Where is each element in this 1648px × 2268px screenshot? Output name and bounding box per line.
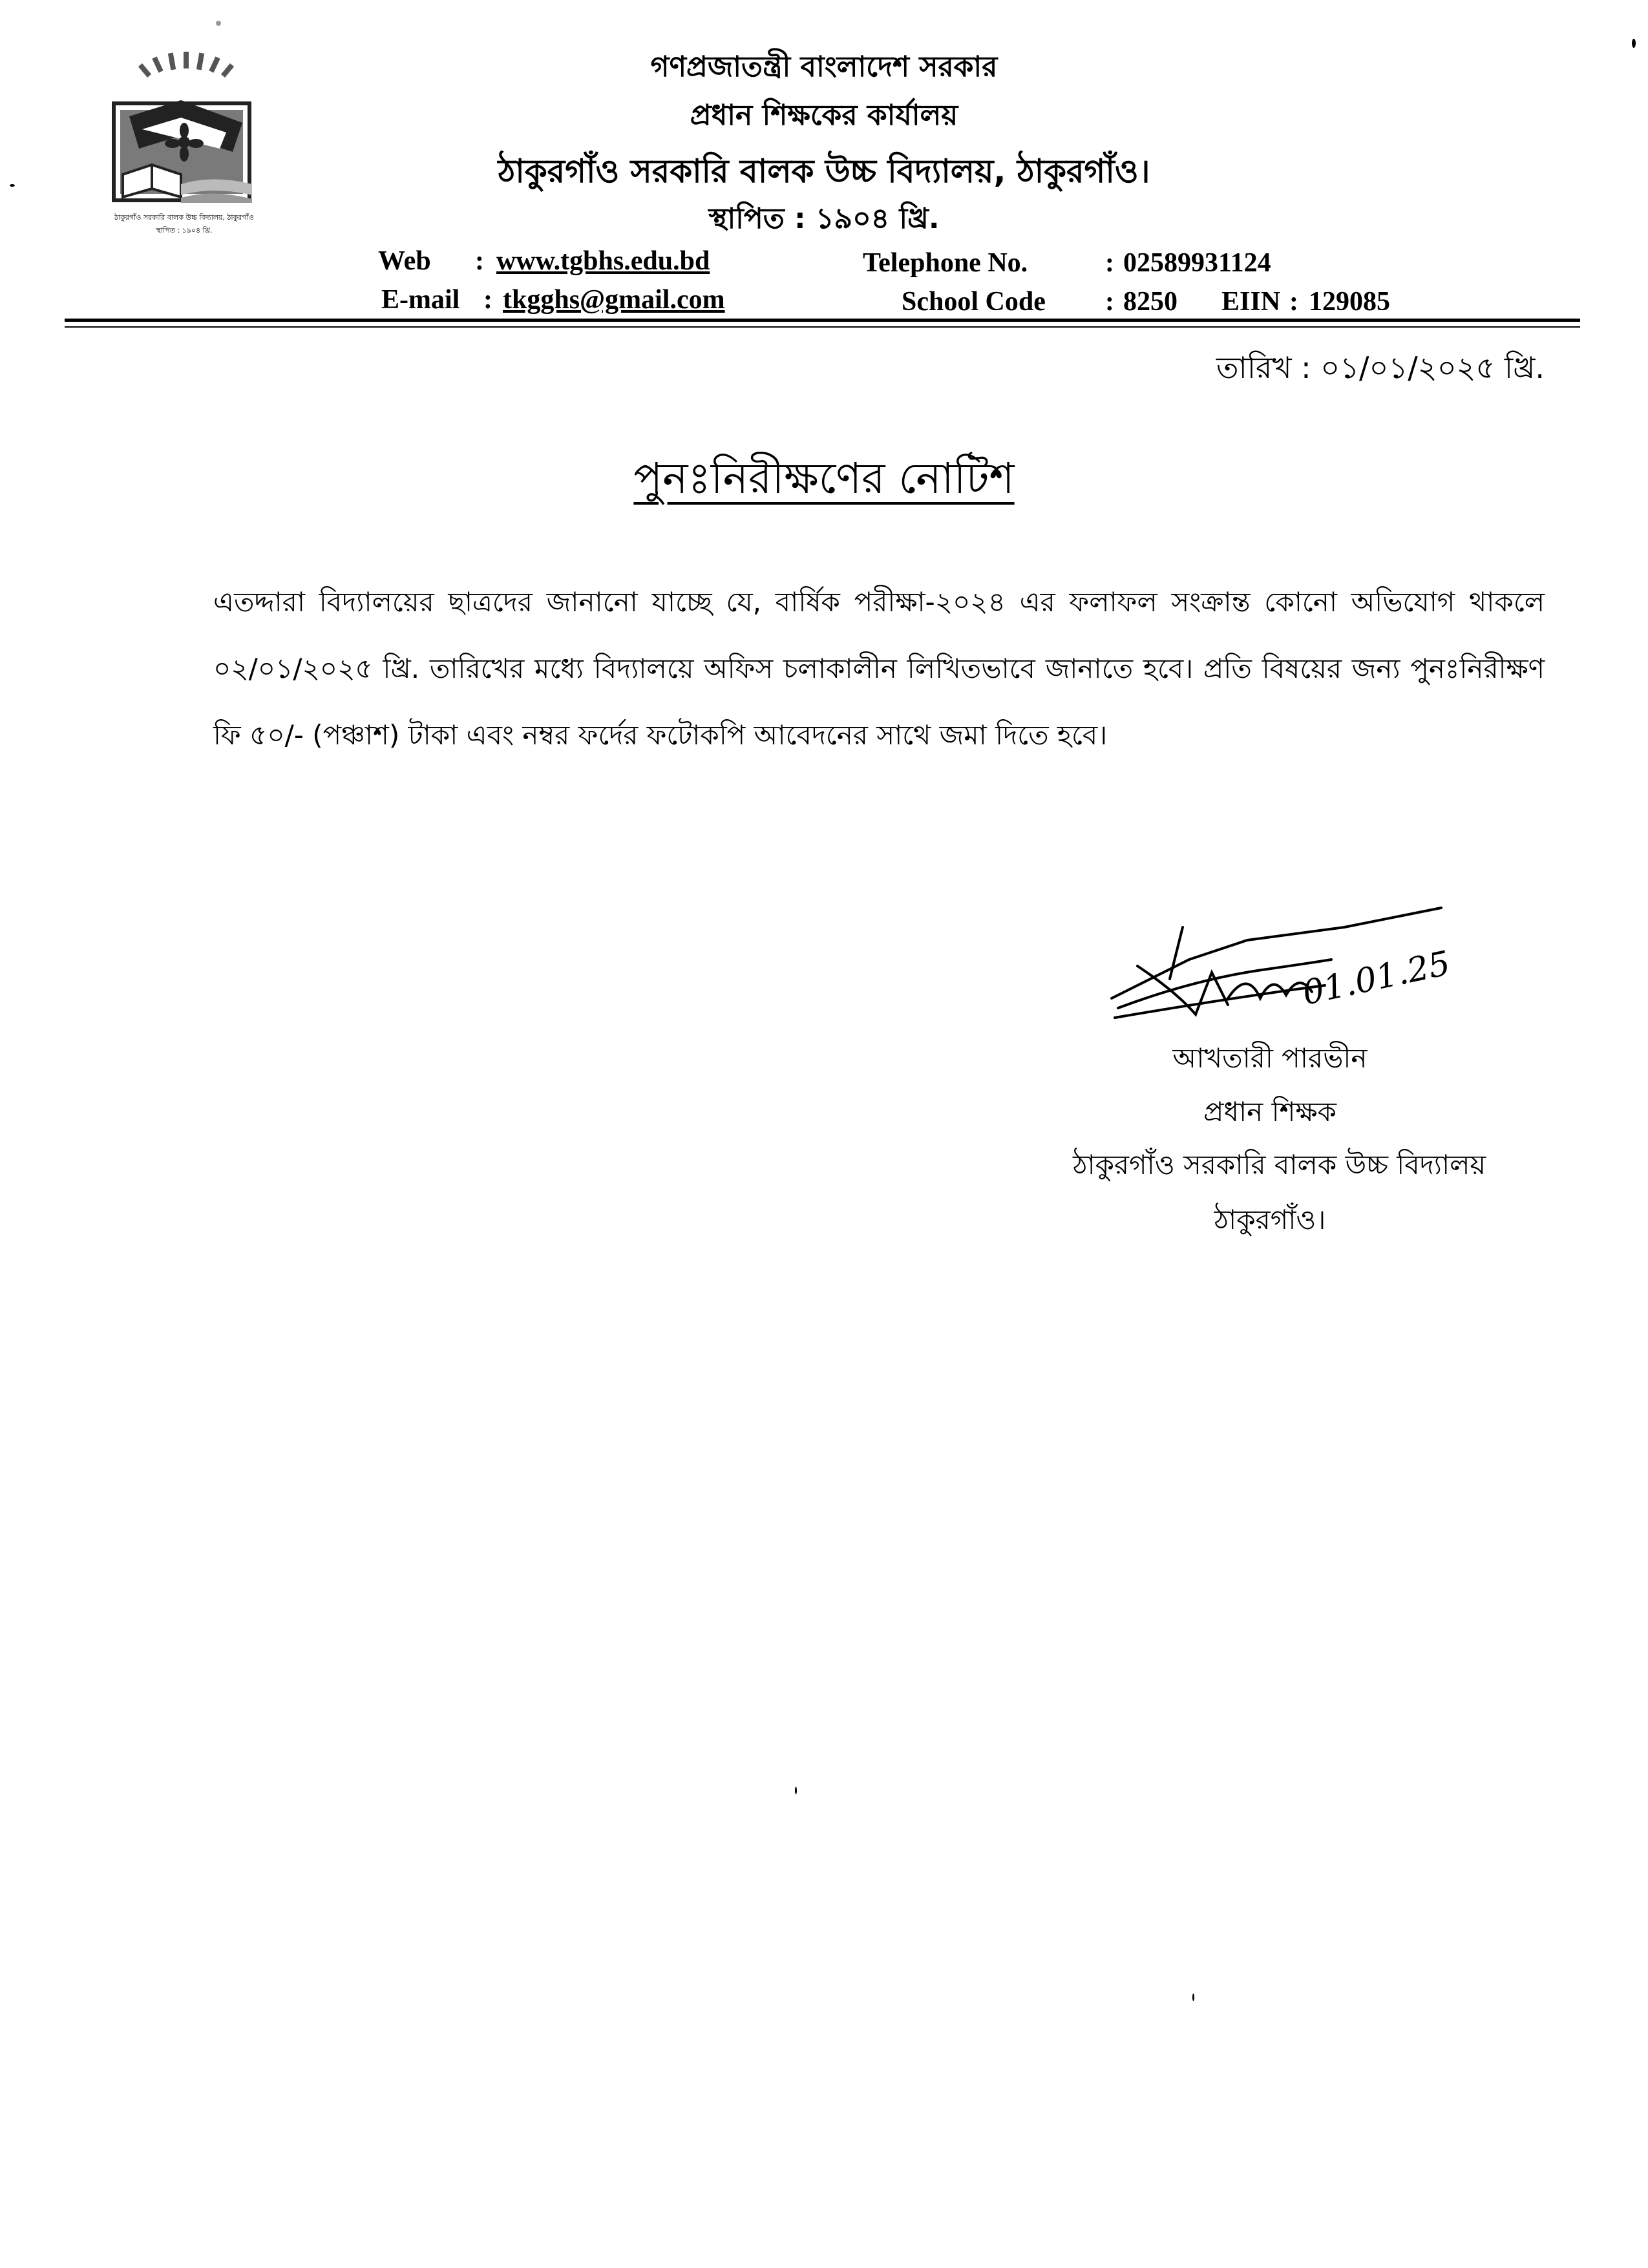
header-school-name: ঠাকুরগাঁও সরকারি বালক উচ্চ বিদ্যালয়, ঠাকুরগাঁও। [498, 152, 1150, 190]
signatory-name: আখতারী পারভীন [1172, 1042, 1368, 1074]
school-code-separator: : [1105, 287, 1114, 317]
eiin-label: EIIN [1221, 287, 1281, 317]
website-link[interactable]: www.tgbhs.edu.bd [496, 246, 710, 276]
header-established: স্থাপিত : ১৯০৪ খ্রি. [708, 202, 940, 235]
school-code-label: School Code [902, 287, 1046, 317]
signatory-school: ঠাকুরগাঁও সরকারি বালক উচ্চ বিদ্যালয় [1073, 1149, 1486, 1181]
email-separator: : [483, 285, 492, 315]
signature-date: 01.01.25 [1299, 943, 1454, 1013]
scan-speck [795, 1787, 797, 1794]
signatory-designation: প্রধান শিক্ষক [1203, 1096, 1336, 1128]
telephone-value: 02589931124 [1123, 248, 1271, 278]
notice-title: পুনঃনিরীক্ষণের নোটিশ [633, 454, 1015, 503]
header-rule-thick [65, 319, 1580, 322]
scan-speck [10, 184, 15, 187]
signatory-district: ঠাকুরগাঁও। [1214, 1204, 1326, 1235]
telephone-label: Telephone No. [863, 248, 1028, 278]
signature-mark [1099, 901, 1461, 1050]
web-label: Web [378, 246, 431, 276]
eiin-value: 129085 [1309, 287, 1390, 317]
email-label: E-mail [381, 285, 460, 315]
logo-caption-line2: স্থাপিত : ১৯০৪ খ্রি. [156, 226, 213, 235]
notice-body: এতদ্দারা বিদ্যালয়ের ছাত্রদের জানানো যাচ্ছে যে, বার্ষিক পরীক্ষা-২০২৪ এর ফলাফল সংক্রান্ত কোনো অভিযোগ থাকলে ০২/০১/২০২৫ খ্রি. তারিখের মধ্যে বিদ্যালয়ে অফিস চলাকালীন লিখিতভাবে জানাতে হবে। প্রতি বিষয়ের জন্য পুনঃনিরীক্ষণ ফি ৫০/- (পঞ্চাশ) টাকা এবং নম্বর ফর্দের ফটোকপি আবেদনের সাথে জমা দিতে হবে। [213, 586, 1545, 751]
telephone-separator: : [1105, 248, 1114, 278]
email-link[interactable]: tkgghs@gmail.com [503, 285, 725, 315]
notice-date: তারিখ : ০১/০১/২০২৫ খ্রি. [1216, 350, 1545, 385]
scan-speck [216, 21, 221, 26]
web-separator: : [475, 246, 484, 276]
eiin-separator: : [1289, 287, 1298, 317]
scan-speck [1632, 39, 1636, 48]
header-government: গণপ্রজাতন্ত্রী বাংলাদেশ সরকার [650, 50, 998, 83]
header-rule-thin [65, 326, 1580, 328]
logo-caption-line1: ঠাকুরগাঁও সরকারি বালক উচ্চ বিদ্যালয়, ঠাকুরগাঁও [114, 213, 254, 222]
header-office: প্রধান শিক্ষকের কার্যালয় [690, 99, 958, 132]
notice-title-wrap [0, 446, 1648, 517]
scan-speck [1192, 1993, 1194, 2001]
school-code-value: 8250 [1123, 287, 1178, 317]
